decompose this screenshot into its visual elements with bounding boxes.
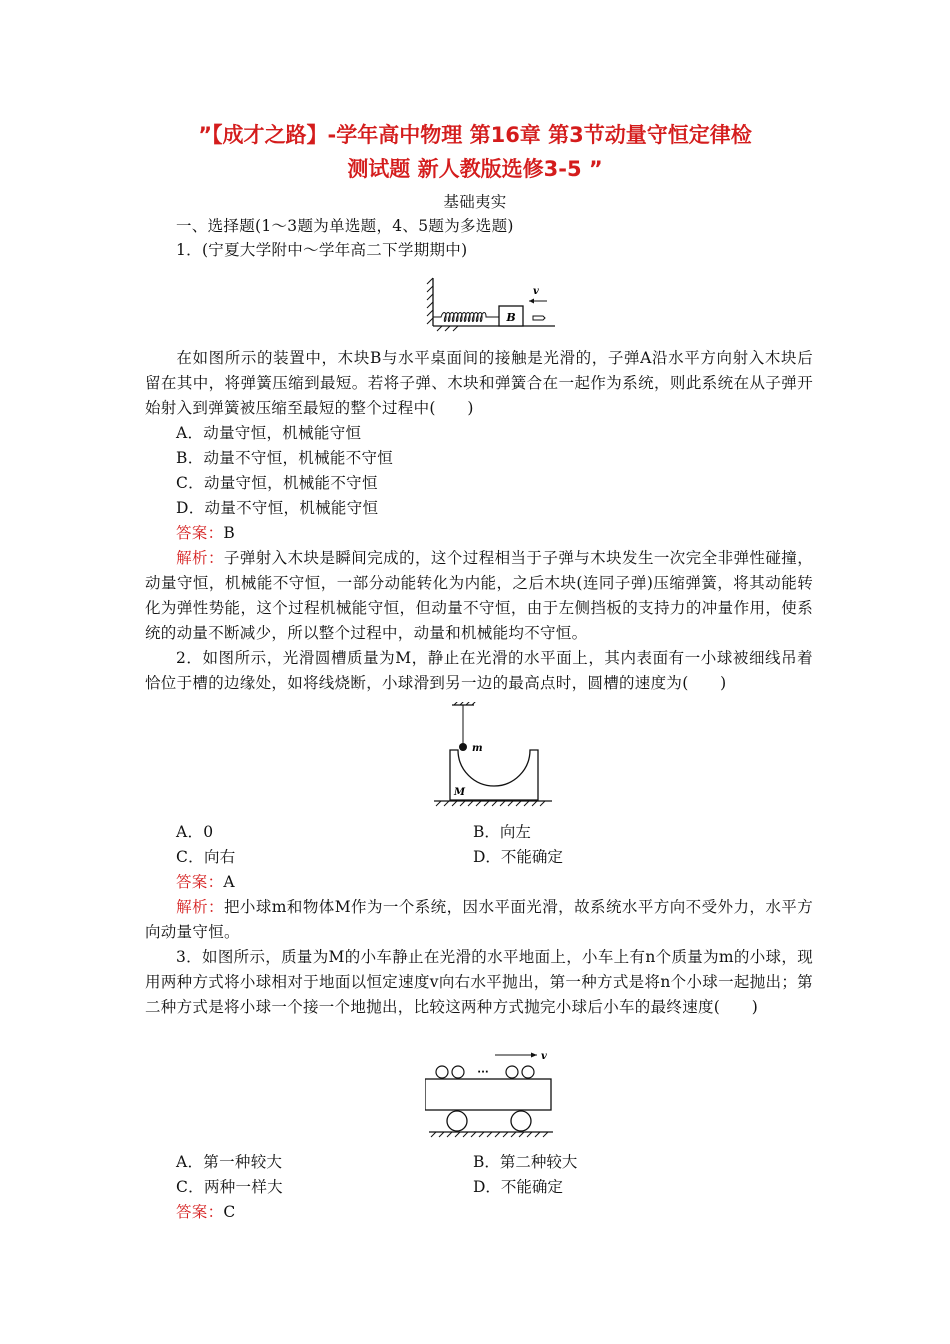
analysis-label: 解析：: [176, 898, 224, 916]
q2-option-b: B．向左: [473, 823, 531, 841]
part-heading: 一、选择题(1～3题为单选题，4、5题为多选题): [176, 217, 514, 235]
q2-stem: 2．如图所示，光滑圆槽质量为M，静止在光滑的水平面上，其内表面有一小球被细线吊着恰位于槽的边缘处，如将线烧断，小球滑到另一边的最高点时，圆槽的速度为( ): [145, 649, 813, 692]
ground-hatch: [431, 1132, 548, 1137]
q3-option-d: D．不能确定: [473, 1178, 563, 1196]
velocity-arrowhead: [531, 1053, 537, 1058]
velocity-label: v: [541, 1051, 547, 1062]
q3-option-b: B．第二种较大: [473, 1153, 578, 1171]
ball-label: m: [472, 743, 483, 754]
analysis-label: 解析：: [176, 549, 224, 567]
velocity-arrowhead: [529, 299, 534, 304]
answer-label: 答案：: [176, 873, 224, 891]
floor-hatch: [437, 326, 458, 331]
ground-hatch: [436, 801, 545, 806]
q1-figure: [425, 274, 565, 332]
spring: [433, 313, 499, 322]
cart-body: [425, 1079, 551, 1110]
q1-option-b: B．动量不守恒，机械能不守恒: [176, 449, 394, 467]
q2-option-c: C．向右: [176, 848, 236, 866]
q3-stem: 3．如图所示，质量为M的小车静止在光滑的水平地面上，小车上有n个质量为m的小球，现用两种方式将小球相对于地面以恒定速度v向右水平抛出，第一种方式是将n个小球一起抛出；第二种方式是将小球一个接一个地抛出，比较这两种方式抛完小球后小车的最终速度( ): [145, 948, 813, 1016]
q2-figure: [430, 702, 555, 808]
q1-analysis: 解析：子弹射入木块是瞬间完成的，这个过程相当于子弹与木块发生一次完全非弹性碰撞，动量守恒，机械能不守恒，一部分动能转化为内能，之后木块(连同子弹)压缩弹簧，将其动能转化为弹性势能，这个过程机械能守恒，但动量不守恒，由于左侧挡板的支持力的冲量作用，使系统的动量不断减少，所以整个过程中，动量和机械能均不守恒。: [145, 549, 813, 642]
q1-option-c: C．动量守恒，机械能不守恒: [176, 474, 378, 492]
ball-4: [522, 1066, 534, 1078]
q1-option-a: A．动量守恒，机械能守恒: [176, 424, 362, 442]
q3-option-a: A．第一种较大: [176, 1153, 283, 1171]
q1-option-d: D．动量不守恒，机械能守恒: [176, 499, 379, 517]
answer-label: 答案：: [176, 1203, 224, 1221]
title-line-2: 测试题 新人教版选修3-5 ”: [347, 157, 603, 181]
trough-label: M: [454, 787, 466, 798]
section-heading: 基础夷实: [443, 193, 507, 211]
title-line-1: ”【成才之路】-学年高中物理 第16章 第3节动量守恒定律检: [198, 123, 752, 147]
bullet-a: [533, 316, 545, 320]
q2-analysis: 解析：把小球m和物体M作为一个系统，因水平面光滑，故系统水平方向不受外力，水平方向动量守恒。: [145, 898, 814, 941]
ball-2: [452, 1066, 464, 1078]
q2-answer: 答案：A: [176, 873, 235, 891]
ball-m: [459, 743, 467, 751]
ball-3: [506, 1066, 518, 1078]
block-b-label: B: [506, 311, 516, 324]
wheel-right: [511, 1111, 531, 1131]
q3-option-c: C．两种一样大: [176, 1178, 283, 1196]
ball-1: [436, 1066, 448, 1078]
q2-option-d: D．不能确定: [473, 848, 563, 866]
q3-answer: 答案：C: [176, 1203, 236, 1221]
velocity-label: v: [533, 286, 539, 297]
wheel-left: [447, 1111, 467, 1131]
q2-option-a: A．0: [176, 823, 214, 841]
q3-figure: [425, 1048, 557, 1142]
wall-hatch: [427, 278, 433, 324]
q1-header: 1．(宁夏大学附中～学年高二下学期期中): [176, 241, 468, 259]
q1-answer: 答案：B: [176, 524, 236, 542]
q1-stem: 在如图所示的装置中，木块B与水平桌面间的接触是光滑的，子弹A沿水平方向射入木块后留在其中，将弹簧压缩到最短。若将子弹、木块和弹簧合在一起作为系统，则此系统在从子弹开始射入到弹簧被压缩至最短的整个过程中( ): [145, 349, 813, 417]
ellipsis: ···: [477, 1067, 489, 1078]
answer-label: 答案：: [176, 524, 224, 542]
